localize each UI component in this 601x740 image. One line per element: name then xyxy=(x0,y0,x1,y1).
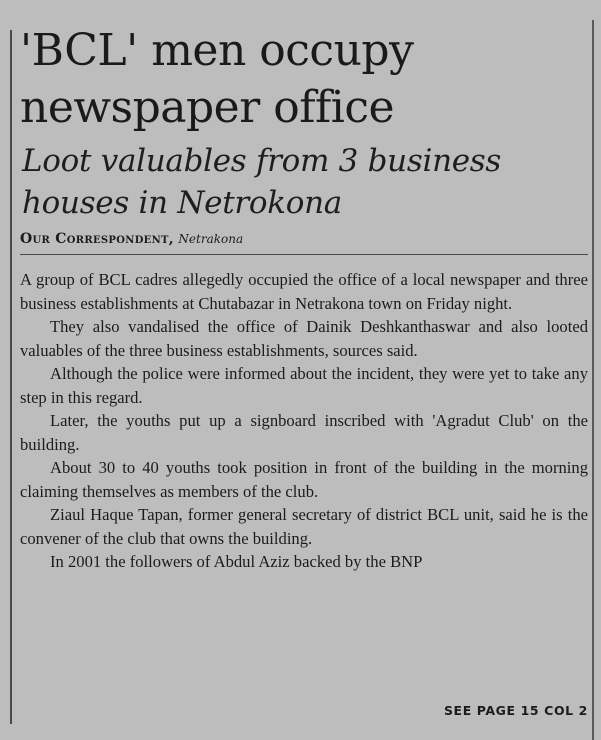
news-article xyxy=(20,22,588,722)
paragraph: A group of BCL cadres allegedly occupied the office of a local newspaper and three business establishments at Chutabazar in Netrakona town on Friday night. xyxy=(20,270,588,313)
byline xyxy=(20,230,588,255)
paragraph: They also vandalised the office of Dainik Deshkanthaswar and also looted valuables of the three business establishments, sources said. xyxy=(20,317,588,360)
paragraph: Although the police were informed about the incident, they were yet to take any step in this regard. xyxy=(20,364,588,407)
paragraph: Ziaul Haque Tapan, former general secretary of district BCL unit, said he is the convener of the club that owns the building. xyxy=(20,505,588,548)
paragraph: In 2001 the followers of Abdul Aziz backed by the BNP xyxy=(50,552,423,571)
article-body xyxy=(20,268,588,574)
continuation-jump-line: SEE PAGE 15 COL 2 xyxy=(443,703,588,718)
byline-place: Netrakona xyxy=(178,232,244,246)
left-column-rule xyxy=(10,30,12,724)
subheadline: Loot valuables from 3 business houses in Netrokona xyxy=(22,143,501,221)
headline: 'BCL' men occupy newspaper office xyxy=(20,25,414,133)
paragraph: Later, the youths put up a signboard inscribed with 'Agradut Club' on the building. xyxy=(20,411,588,454)
byline-author: Our Correspondent, xyxy=(20,231,174,247)
paragraph: About 30 to 40 youths took position in front of the building in the morning claiming themselves as members of the club. xyxy=(20,458,588,501)
right-column-rule xyxy=(592,20,594,740)
